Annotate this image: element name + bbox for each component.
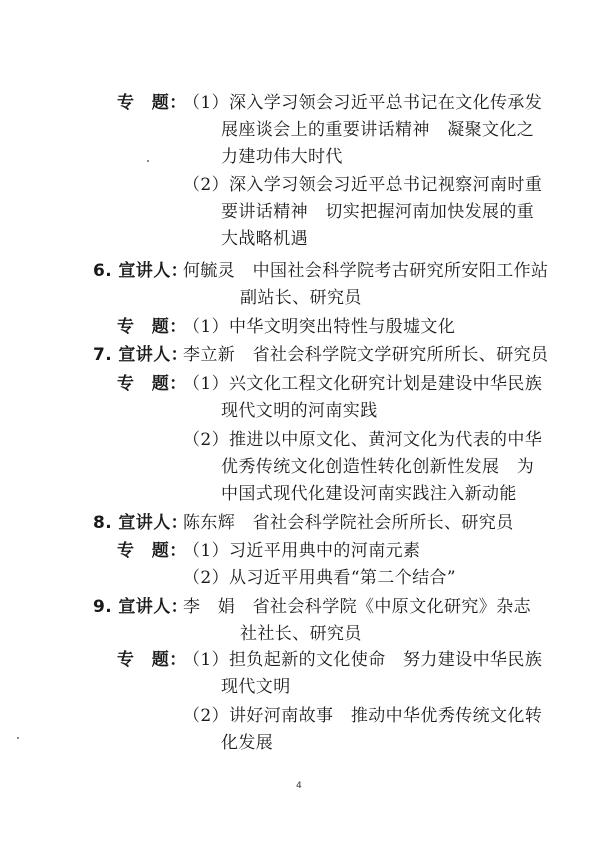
speaker-info: 李立新 省社会科学院文学研究所所长、研究员	[183, 345, 549, 365]
scan-speck	[147, 160, 149, 162]
speaker-info: 何毓灵 中国社会科学院考古研究所安阳工作站	[183, 261, 549, 281]
speaker-label: 7. 宣讲人：	[93, 345, 189, 365]
topic-line: 化发展	[221, 733, 274, 753]
scan-speck	[17, 737, 19, 739]
speaker-label: 8. 宣讲人：	[93, 513, 189, 533]
topic-line: （2）讲好河南故事 推动中华优秀传统文化转	[183, 706, 543, 726]
speaker-label: 9. 宣讲人：	[93, 597, 189, 617]
topic-line: 要讲话精神 切实把握河南加快发展的重	[221, 202, 535, 222]
topic-line: 现代文明的河南实践	[221, 401, 378, 421]
speaker-info: 陈东辉 省社会科学院社会所所长、研究员	[183, 513, 514, 533]
topic-line: （1）担负起新的文化使命 努力建设中华民族	[183, 650, 543, 670]
topic-line: （1）习近平用典中的河南元素	[183, 541, 421, 561]
topic-line: 力建功伟大时代	[221, 147, 343, 167]
topic-line: 优秀传统文化创造性转化创新性发展 为	[221, 457, 535, 477]
topic-line: （2）推进以中原文化、黄河文化为代表的中华	[183, 430, 543, 450]
topic-line: 大战略机遇	[221, 229, 308, 249]
topic-label: 专 题：	[117, 374, 187, 394]
topic-line: 现代文明	[221, 677, 291, 697]
topic-label: 专 题：	[117, 650, 187, 670]
topic-line: （1）深入学习领会习近平总书记在文化传承发	[183, 93, 543, 113]
speaker-info: 社社长、研究员	[240, 624, 362, 644]
speaker-info: 副站长、研究员	[240, 288, 362, 308]
topic-line: （2）深入学习领会习近平总书记视察河南时重	[183, 175, 543, 195]
topic-label: 专 题：	[117, 541, 187, 561]
topic-line: 中国式现代化建设河南实践注入新动能	[221, 484, 517, 504]
page-number: 4	[296, 781, 302, 791]
topic-label: 专 题：	[117, 93, 187, 113]
topic-line: （2）从习近平用典看“第二个结合”	[183, 568, 456, 588]
topic-label: 专 题：	[117, 317, 187, 337]
topic-line: （1）兴文化工程文化研究计划是建设中华民族	[183, 374, 543, 394]
topic-line: （1）中华文明突出特性与殷墟文化	[183, 317, 456, 337]
topic-line: 展座谈会上的重要讲话精神 凝聚文化之	[221, 120, 535, 140]
speaker-info: 李 娟 省社会科学院《中原文化研究》杂志	[183, 597, 531, 617]
speaker-label: 6. 宣讲人：	[93, 261, 189, 281]
